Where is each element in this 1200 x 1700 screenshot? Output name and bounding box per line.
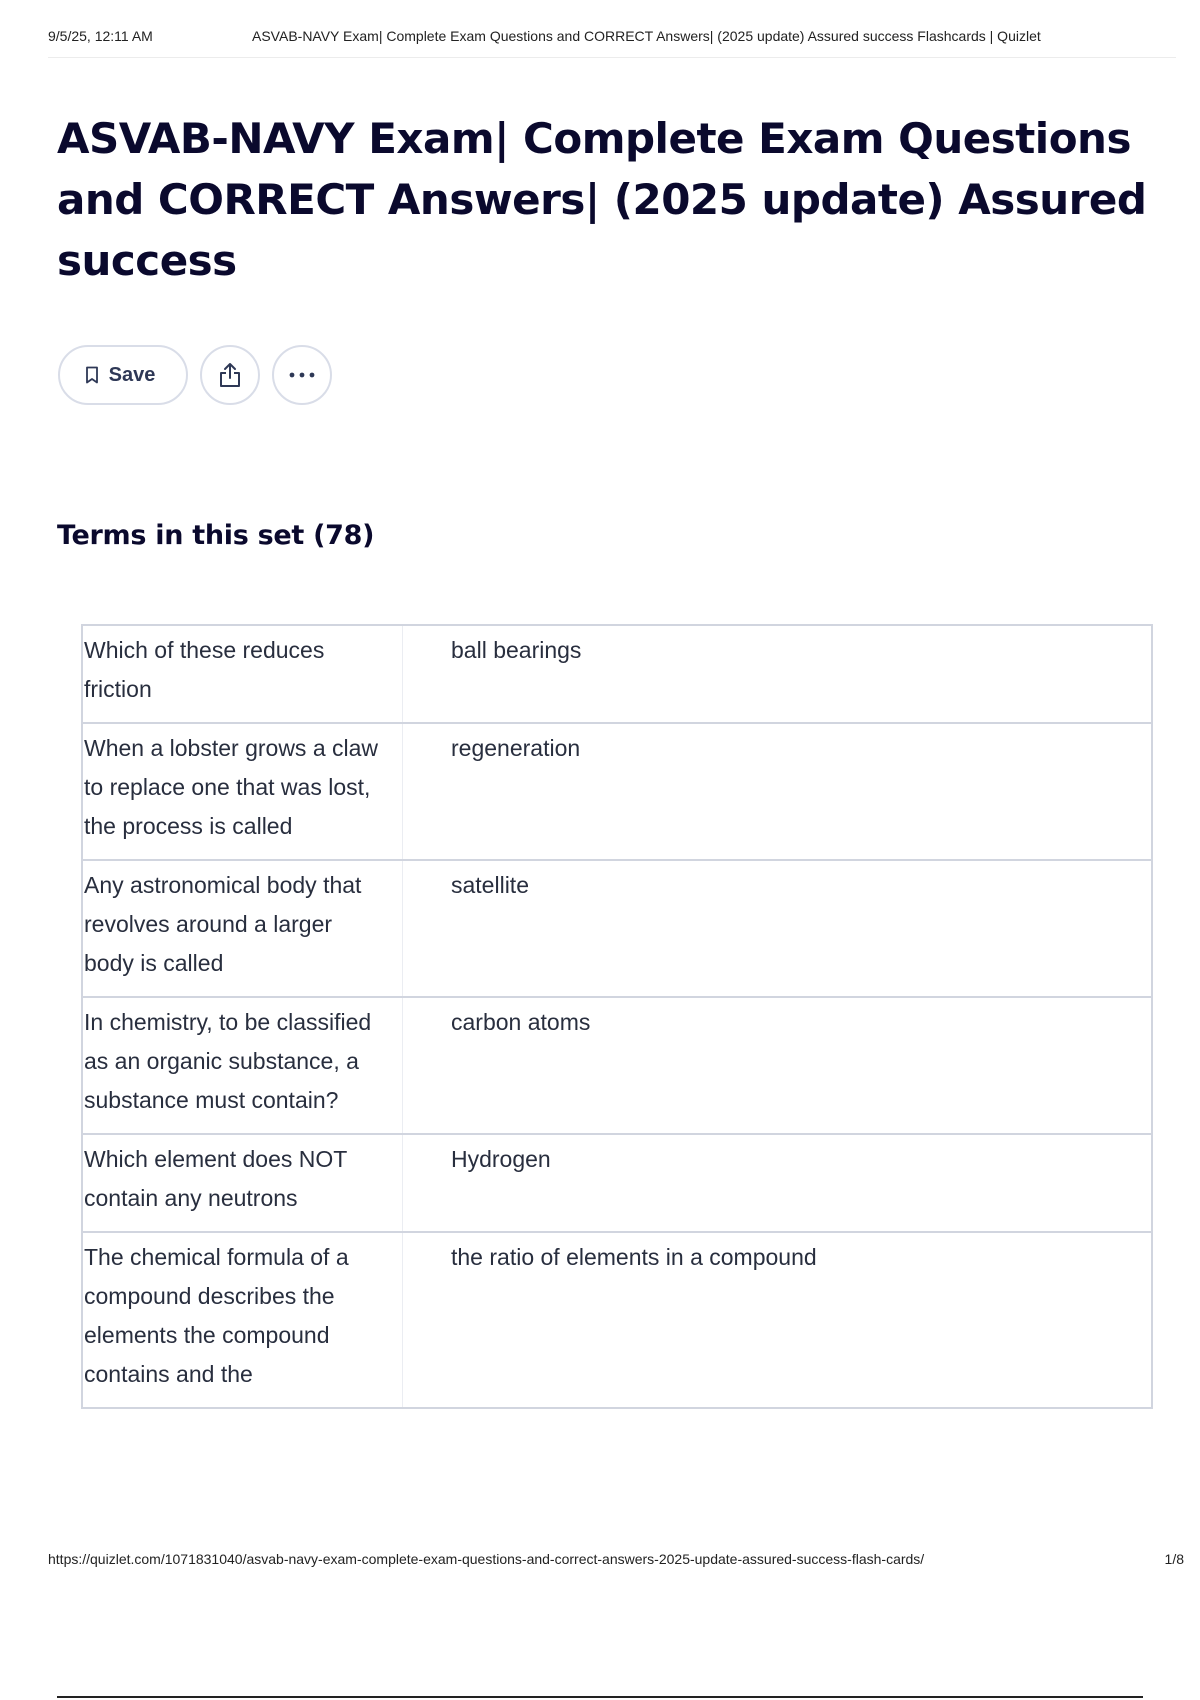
definition-text: ball bearings: [451, 637, 582, 663]
share-button[interactable]: [200, 345, 260, 405]
term-row: [83, 1133, 1151, 1231]
term-text: Which of these reduces friction: [83, 626, 403, 722]
term-text: When a lobster grows a claw to replace one that was lost, the process is called: [83, 724, 403, 859]
bookmark-icon: [85, 366, 99, 384]
definition-text: the ratio of elements in a compound: [451, 1244, 817, 1270]
term-text: Which element does NOT contain any neutrons: [83, 1135, 403, 1231]
term-row: [83, 859, 1151, 996]
action-bar: [58, 345, 332, 405]
share-icon: [217, 361, 243, 389]
save-label: Save: [108, 363, 156, 386]
term-text: The chemical formula of a compound describes the elements the compound contains and the: [83, 1233, 403, 1407]
term-row: [83, 722, 1151, 859]
term-row: [83, 996, 1151, 1133]
term-row: [83, 626, 1151, 722]
definition-text: Hydrogen: [451, 1146, 551, 1172]
term-text: Any astronomical body that revolves around a larger body is called: [83, 861, 403, 996]
term-row: [83, 1231, 1151, 1407]
print-header: [48, 28, 1176, 44]
more-horizontal-icon: [288, 372, 316, 378]
print-footer: [48, 1551, 1184, 1567]
term-text: In chemistry, to be classified as an organic substance, a substance must contain?: [83, 998, 403, 1133]
print-doc-title: ASVAB-NAVY Exam| Complete Exam Questions and CORRECT Answers| (2025 update) Assured success Flashcards | Quizlet: [252, 28, 1041, 44]
page-bottom-divider: [57, 1696, 1143, 1698]
page-number: 1/8: [1164, 1551, 1184, 1567]
terms-heading: Terms in this set (78): [57, 520, 375, 551]
page-title: ASVAB-NAVY Exam| Complete Exam Questions and CORRECT Answers| (2025 update) Assured success: [57, 114, 1147, 285]
header-divider: [48, 57, 1176, 58]
definition-text: regeneration: [451, 735, 581, 761]
terms-table: [81, 624, 1153, 1409]
more-options-button[interactable]: [272, 345, 332, 405]
definition-text: satellite: [451, 872, 529, 898]
definition-text: carbon atoms: [451, 1009, 591, 1035]
print-url: https://quizlet.com/1071831040/asvab-navy-exam-complete-exam-questions-and-correct-answers-2025-update-assured-success-flash-cards/: [48, 1551, 925, 1567]
save-button[interactable]: [58, 345, 188, 405]
print-datetime: 9/5/25, 12:11 AM: [48, 28, 153, 44]
